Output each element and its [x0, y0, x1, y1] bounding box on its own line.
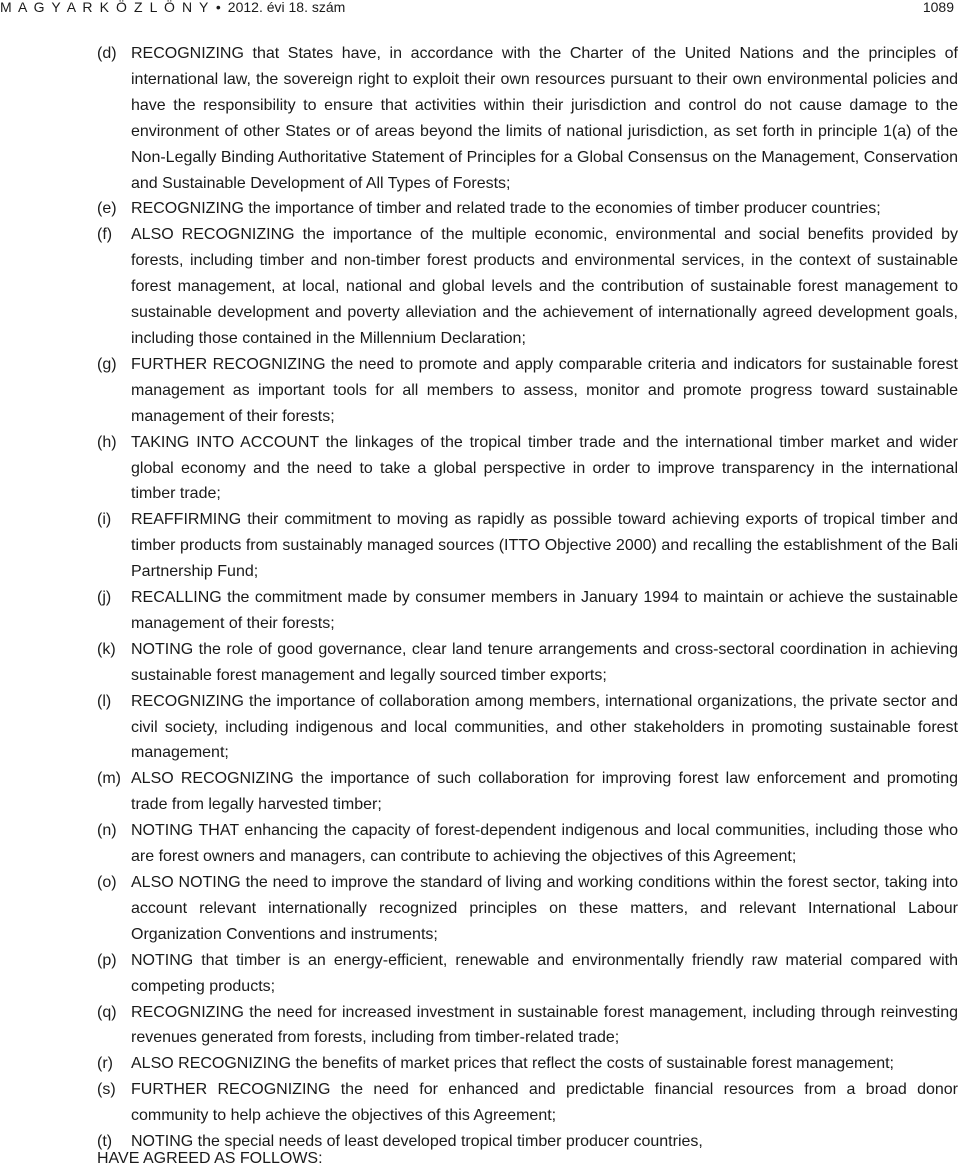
clause-text: RECOGNIZING the need for increased investment in sustainable forest management, including through reinvesting revenues generated from forests, including from timber-related trade;: [131, 1003, 958, 1047]
clause-item: [0, 818, 960, 870]
clause-item: [0, 870, 960, 948]
clause-item: [0, 222, 960, 352]
clause-marker: (k): [97, 640, 116, 658]
clause-item: [0, 948, 960, 1000]
clause-text: ALSO RECOGNIZING the importance of the multiple economic, environmental and social benefits provided by forests, including timber and non-timber forest products and environmental services, in the context of sustainable forest management, at local, national and global levels and the contribution of sustainable forest management to sustainable development and poverty alleviation and the achievement of internationally agreed development goals, including those contained in the Millennium Declaration;: [131, 226, 958, 347]
clause-item: [0, 689, 960, 767]
clause-marker: (e): [97, 200, 117, 218]
clause-marker: (g): [97, 355, 117, 373]
clause-item: [0, 41, 960, 196]
clause-marker: (d): [97, 45, 117, 62]
clause-item: [0, 637, 960, 689]
clause-text: RECOGNIZING that States have, in accordance with the Charter of the United Nations and the principles of international law, the sovereign right to exploit their own resources pursuant to their own environmental policies and have the responsibility to ensure that activities within their jurisdiction and control do not cause damage to the environment of other States or of areas beyond the limits of national jurisdiction, as set forth in principle 1(a) of the Non-Legally Binding Authoritative Statement of Principles for a Global Consensus on the Management, Conservation and Sustainable Development of All Types of Forests;: [131, 45, 958, 192]
clause-text: ALSO RECOGNIZING the importance of such collaboration for improving forest law enforcement and promoting trade from legally harvested timber;: [131, 770, 958, 814]
clause-item: [0, 507, 960, 585]
running-header: [0, 0, 960, 18]
clause-item: [0, 766, 960, 818]
clause-text: FURTHER RECOGNIZING the need for enhanced and predictable financial resources from a broad donor community to help achieve the objectives of this Agreement;: [131, 1081, 958, 1125]
clause-item: [0, 1000, 960, 1052]
preamble-clause-list: [0, 41, 960, 1155]
clause-text: RECALLING the commitment made by consumer members in January 1994 to maintain or achieve the sustainable management of their forests;: [131, 589, 958, 632]
clause-text: ALSO RECOGNIZING the benefits of market prices that reflect the costs of sustainable forest management;: [131, 1055, 894, 1073]
clause-text: NOTING the special needs of least developed tropical timber producer countries,: [131, 1133, 703, 1151]
clause-text: NOTING that timber is an energy-efficient, renewable and environmentally friendly raw material compared with competing products;: [131, 951, 958, 995]
clause-text: RECOGNIZING the importance of collaboration among members, international organizations, the private sector and civil society, including indigenous and local communities, and other stakeholders in promoting sustainable forest management;: [131, 692, 958, 762]
clause-marker: (i): [97, 511, 112, 529]
clause-marker: (n): [97, 822, 117, 840]
clause-marker: (r): [97, 1055, 113, 1073]
clause-item: [0, 1077, 960, 1129]
clause-item: [0, 585, 960, 637]
clause-marker: (p): [97, 951, 117, 969]
clause-text: NOTING THAT enhancing the capacity of forest-dependent indigenous and local communities, including those who are forest owners and managers, can contribute to achieving the objectives of this Agreement;: [131, 822, 958, 866]
clause-text: FURTHER RECOGNIZING the need to promote and apply comparable criteria and indicators for sustainable forest management as important tools for all members to assess, monitor and promote progress toward sustainable management of their forests;: [131, 355, 958, 425]
clause-text: REAFFIRMING their commitment to moving as rapidly as possible toward achieving exports of tropical timber and timber products from sustainably managed sources (ITTO Objective 2000) and recalling the establishment of the Bali Partnership Fund;: [131, 511, 958, 581]
clause-marker: (t): [97, 1133, 113, 1151]
clause-text: TAKING INTO ACCOUNT the linkages of the tropical timber trade and the international timber market and wider global economy and the need to take a global perspective in order to improve transparency in the international timber trade;: [131, 433, 958, 503]
clause-item: [0, 352, 960, 430]
clause-marker: (j): [97, 589, 112, 607]
clause-marker: (o): [97, 874, 117, 891]
publication-title: [0, 0, 345, 15]
clause-text: NOTING the role of good governance, clear land tenure arrangements and cross-sectoral coordination in achieving sustainable forest management and legally sourced timber exports;: [131, 640, 958, 684]
clause-item: [0, 430, 960, 508]
clause-marker: (s): [97, 1081, 116, 1099]
issue-label: 2012. évi 18. szám: [227, 0, 346, 15]
publication-name: M A G Y A R K Ö Z L Ö N Y: [0, 0, 210, 15]
clause-item: [0, 1051, 960, 1077]
closing-statement: HAVE AGREED AS FOLLOWS:: [97, 1150, 323, 1167]
clause-marker: (q): [97, 1003, 117, 1021]
clause-text: RECOGNIZING the importance of timber and related trade to the economies of timber producer countries;: [131, 200, 881, 218]
clause-marker: (m): [97, 770, 121, 788]
clause-item: [0, 196, 960, 222]
clause-text: ALSO NOTING the need to improve the standard of living and working conditions within the forest sector, taking into account relevant internationally recognized principles on these matters, and relevant International Labour Organization Conventions and instruments;: [131, 874, 958, 943]
page-number: 1089: [922, 0, 954, 15]
clause-marker: (f): [97, 226, 113, 244]
clause-marker: (h): [97, 433, 117, 451]
bullet-separator: •: [215, 0, 221, 15]
clause-marker: (l): [97, 692, 112, 710]
